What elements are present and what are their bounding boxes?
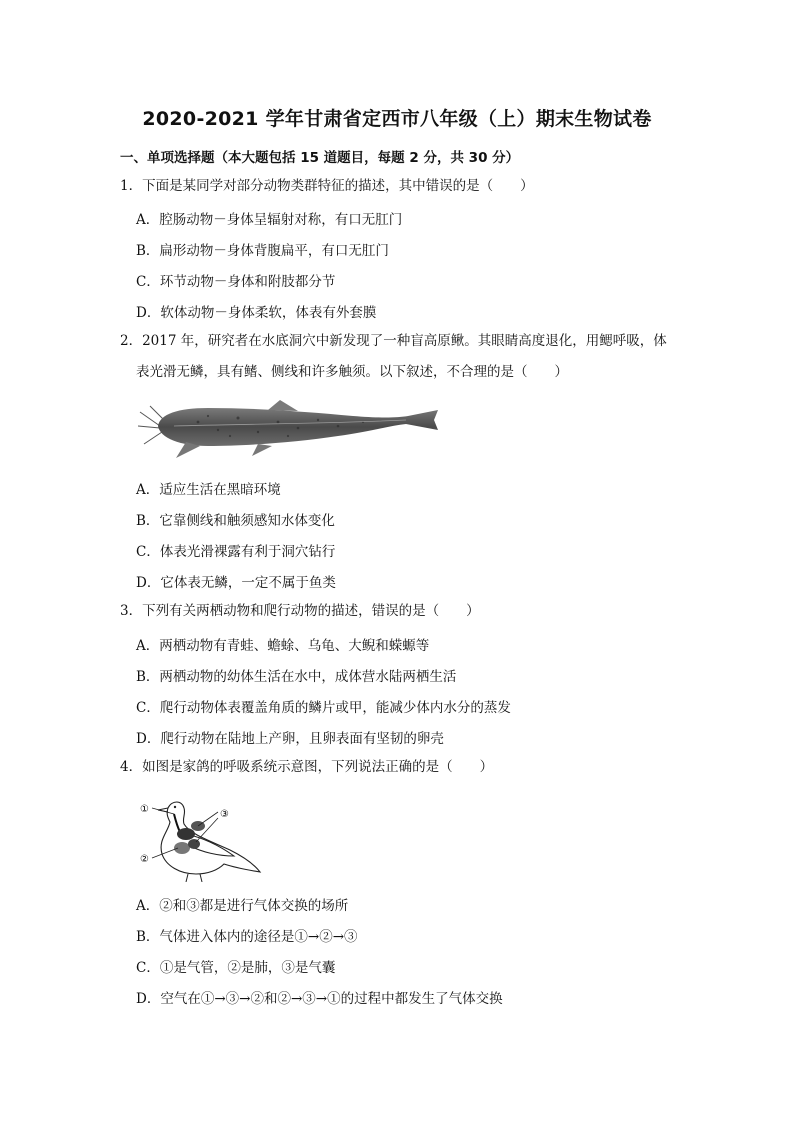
diagram-label-1: ① (140, 804, 149, 815)
question-4-option-d: D．空气在①→③→②和②→③→①的过程中都发生了气体交换 (136, 991, 503, 1007)
question-3-option-d: D．爬行动物在陆地上产卵，且卵表面有坚韧的卵壳 (136, 731, 444, 747)
question-2-stem-line-2: 表光滑无鳞，具有鳍、侧线和许多触须。以下叙述，不合理的是（ ） (136, 364, 568, 380)
question-2-stem-line-1: 2．2017 年，研究者在水底洞穴中新发现了一种盲高原鳅。其眼睛高度退化，用鳃呼吸，体 (120, 333, 667, 349)
question-3-option-a: A．两栖动物有青蛙、蟾蜍、乌龟、大鲵和蝾螈等 (136, 638, 430, 654)
question-3-option-c: C．爬行动物体表覆盖角质的鳞片或甲，能减少体内水分的蒸发 (136, 700, 511, 716)
question-2-option-c: C．体表光滑裸露有利于洞穴钻行 (136, 544, 336, 560)
diagram-label-3: ③ (220, 809, 229, 820)
question-2-option-b: B．它靠侧线和触须感知水体变化 (136, 513, 335, 529)
question-4-stem: 4．如图是家鸽的呼吸系统示意图，下列说法正确的是（ ） (120, 759, 494, 775)
pigeon-respiratory-system-diagram (138, 790, 266, 882)
page-title: 2020-2021 学年甘肃省定西市八年级（上）期末生物试卷 (142, 108, 652, 130)
question-4-option-b: B．气体进入体内的途径是①→②→③ (136, 929, 358, 945)
question-1-option-d: D．软体动物－身体柔软，体表有外套膜 (136, 305, 377, 321)
question-4-option-a: A．②和③都是进行气体交换的场所 (136, 898, 349, 914)
question-1-option-b: B．扁形动物－身体背腹扁平，有口无肛门 (136, 243, 389, 259)
diagram-label-2: ② (140, 854, 149, 865)
question-1-option-a: A．腔肠动物－身体呈辐射对称，有口无肛门 (136, 212, 403, 228)
question-1-stem: 1．下面是某同学对部分动物类群特征的描述，其中错误的是（ ） (120, 178, 534, 194)
cave-loach-fish-image (138, 392, 440, 462)
question-3-stem: 3．下列有关两栖动物和爬行动物的描述，错误的是（ ） (120, 603, 480, 619)
section-heading: 一、单项选择题（本大题包括 15 道题目，每题 2 分，共 30 分） (120, 150, 520, 166)
question-2-option-d: D．它体表无鳞，一定不属于鱼类 (136, 575, 336, 591)
question-1-option-c: C．环节动物－身体和附肢都分节 (136, 274, 336, 290)
question-3-option-b: B．两栖动物的幼体生活在水中，成体营水陆两栖生活 (136, 669, 457, 685)
question-2-option-a: A．适应生活在黑暗环境 (136, 482, 281, 498)
question-4-option-c: C．①是气管，②是肺，③是气囊 (136, 960, 336, 976)
